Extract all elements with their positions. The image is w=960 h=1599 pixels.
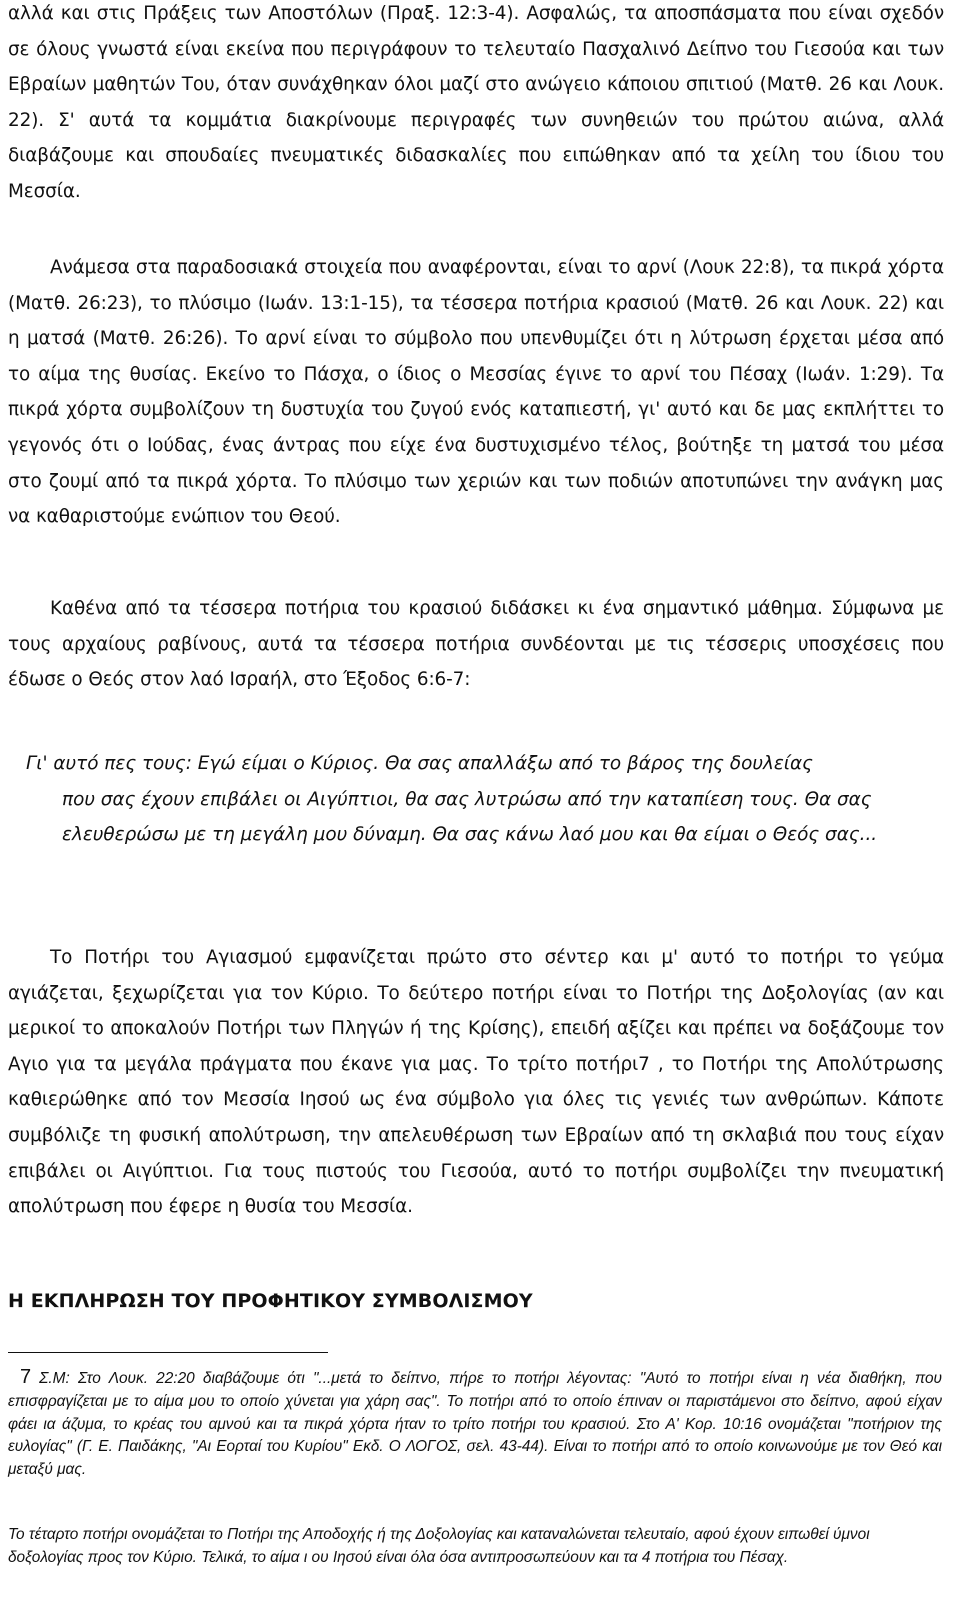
section-heading: Η ΕΚΠΛΗΡΩΣΗ ΤΟΥ ΠΡΟΦΗΤΙΚΟΥ ΣΥΜΒΟΛΙΣΜΟΥ — [8, 1290, 533, 1312]
paragraph-cups-meaning: Το Ποτήρι του Αγιασμού εμφανίζεται πρώτο στο σέντερ και μ' αυτό το ποτήρι το γεύμα αγιάζεται, ξεχωρίζεται για τον Κύριο. Το δεύτερο ποτήρι είναι το Ποτήρι της Δοξολογίας (αν και μερικοί το αποκαλούν Ποτήρι των Πληγών ή της Κρίσης), επειδή αξίζει και πρέπει να δοξάζουμε τον Αγιο για τα μεγάλα πράγματα που έκανε για μας. Το τρίτο ποτήρι7 , το Ποτήρι της Απολύτρωσης καθιερώθηκε από τον Μεσσία Ιησού ως ένα σύμβολο για όλες τις γενιές των ανθρώπων. Κάποτε συμβόλιζε τη φυσική απολύτρωση, την απελευθέρωση των Εβραίων από τη σκλαβιά που τους είχαν επιβάλει οι Αιγύπτιοι. Για τους πιστούς του Γιεσούα, αυτό το ποτήρι συμβολίζει την πνευματική απολύτρωση που έφερε η θυσία του Μεσσία. — [8, 947, 944, 1218]
block-quote-exodus — [26, 746, 904, 853]
paragraph-traditional-elements: Ανάμεσα στα παραδοσιακά στοιχεία που αναφέρονται, είναι το αρνί (Λουκ 22:8), τα πικρά χόρτα (Ματθ. 26:23), το πλύσιμο (Ιωάν. 13:1-15), τα τέσσερα ποτήρια κρασιού (Ματθ. 26 και Λουκ. 22) και η ματσά (Ματθ. 26:26). Το αρνί είναι το σύμβολο που υπενθυμίζει ότι η λύτρωση έρχεται μέσα από το αίμα της θυσίας. Εκείνο το Πάσχα, ο ίδιος ο Μεσσίας έγινε το αρνί του Πέσαχ (Ιωάν. 1:29). Τα πικρά χόρτα συμβολίζουν τη δυστυχία του ζυγού ενός καταπιεστή, γι' αυτό και δε μας εκπλήττει το γεγονός ότι ο Ιούδας, ένας άντρας που είχε ένα δυστυχισμένο τέλος, βούτηξε τη ματσά του μέσα στο ζουμί από τα πικρά χόρτα. Το πλύσιμο των χεριών και των ποδιών αποτυπώνει την ανάγκη μας να καθαριστούμε ενώπιον του Θεού. — [8, 257, 944, 528]
footnote-text: Σ.Μ: Στο Λουκ. 22:20 διαβάζουμε ότι "...μετά το δείπνο, πήρε το ποτήρι λέγοντας: "Αυτό το ποτήρι είναι η νέα διαθήκη, που επισφραγίζεται με το αίμα μου το οποίο χύνεται για χάρη σας". Το ποτήρι από το οποίο έπιναν οι παριστάμενοι στο δείπνο, αφού είχαν φάει ια άζυμα, το κρέας του αμνού και τα πικρά χόρτα ήταν το τρίτο ποτήρι του κρασιού. Στο Α' Κορ. 10:16 ονομάζεται "ποτήριον της ευλογίας" (Γ. Ε. Παιδάκης, "Αι Εορταί του Κυρίου" Εκδ. Ο ΛΟΓΟΣ, σελ. 43-44). Είναι το ποτήρι από το οποίο κοινωνούμε με τον Θεό και μεταξύ μας. — [8, 1370, 942, 1479]
footnote-separator — [8, 1352, 328, 1353]
block-quote-first-line: Γι' αυτό πες τους: Εγώ είμαι ο Κύριος. Θα σας απαλλάξω από το βάρος της δουλείας — [26, 753, 813, 774]
footnote — [8, 1366, 942, 1482]
footnote-number: 7 — [20, 1366, 32, 1388]
paragraph-passover-passages: αλλά και στις Πράξεις των Αποστόλων (Πραξ. 12:3-4). Ασφαλώς, τα αποσπάσματα που είναι σχεδόν σε όλους γνωστά είναι εκείνα που περιγράφουν το τελευταίο Πασχαλινό Δείπνο του Γιεσούα και των Εβραίων μαθητών Του, όταν συνάχθηκαν όλοι μαζί στο ανώγειο κάποιου σπιτιού (Ματθ. 26 και Λουκ. 22). Σ' αυτά τα κομμάτια διακρίνουμε περιγραφές των συνηθειών του πρώτου αιώνα, αλλά διαβάζουμε και σπουδαίες πνευματικές διδασκαλίες που ειπώθηκαν από τα χείλη του ίδιου του Μεσσία. — [8, 3, 944, 202]
footnote-continuation: Το τέταρτο ποτήρι ονομάζεται το Ποτήρι της Αποδοχής ή της Δοξολογίας και καταναλώνεται τελευταίο, αφού έχουν ειπωθεί ύμνοι δοξολογίας προς τον Κύριο. Τελικά, το αίμα ι ου Ιησού είναι όλα όσα αντιπροσωπεύουν και τα 4 ποτήρια του Πέσαχ. — [8, 1526, 870, 1566]
block-quote-rest: που σας έχουν επιβάλει οι Αιγύπτιοι, θα σας λυτρώσω από την καταπίεση τους. Θα σας ελευθερώσω με τη μεγάλη μου δύναμη. Θα σας κάνω λαό μου και θα είμαι ο Θεός σας... — [62, 788, 878, 846]
paragraph-four-cups: Καθένα από τα τέσσερα ποτήρια του κρασιού διδάσκει κι ένα σημαντικό μάθημα. Σύμφωνα με τους αρχαίους ραβίνους, αυτά τα τέσσερα ποτήρια συνδέονται με τις τέσσερις υποσχέσεις που έδωσε ο Θεός στον λαό Ισραήλ, στο Έξοδος 6:6-7: — [8, 598, 944, 691]
